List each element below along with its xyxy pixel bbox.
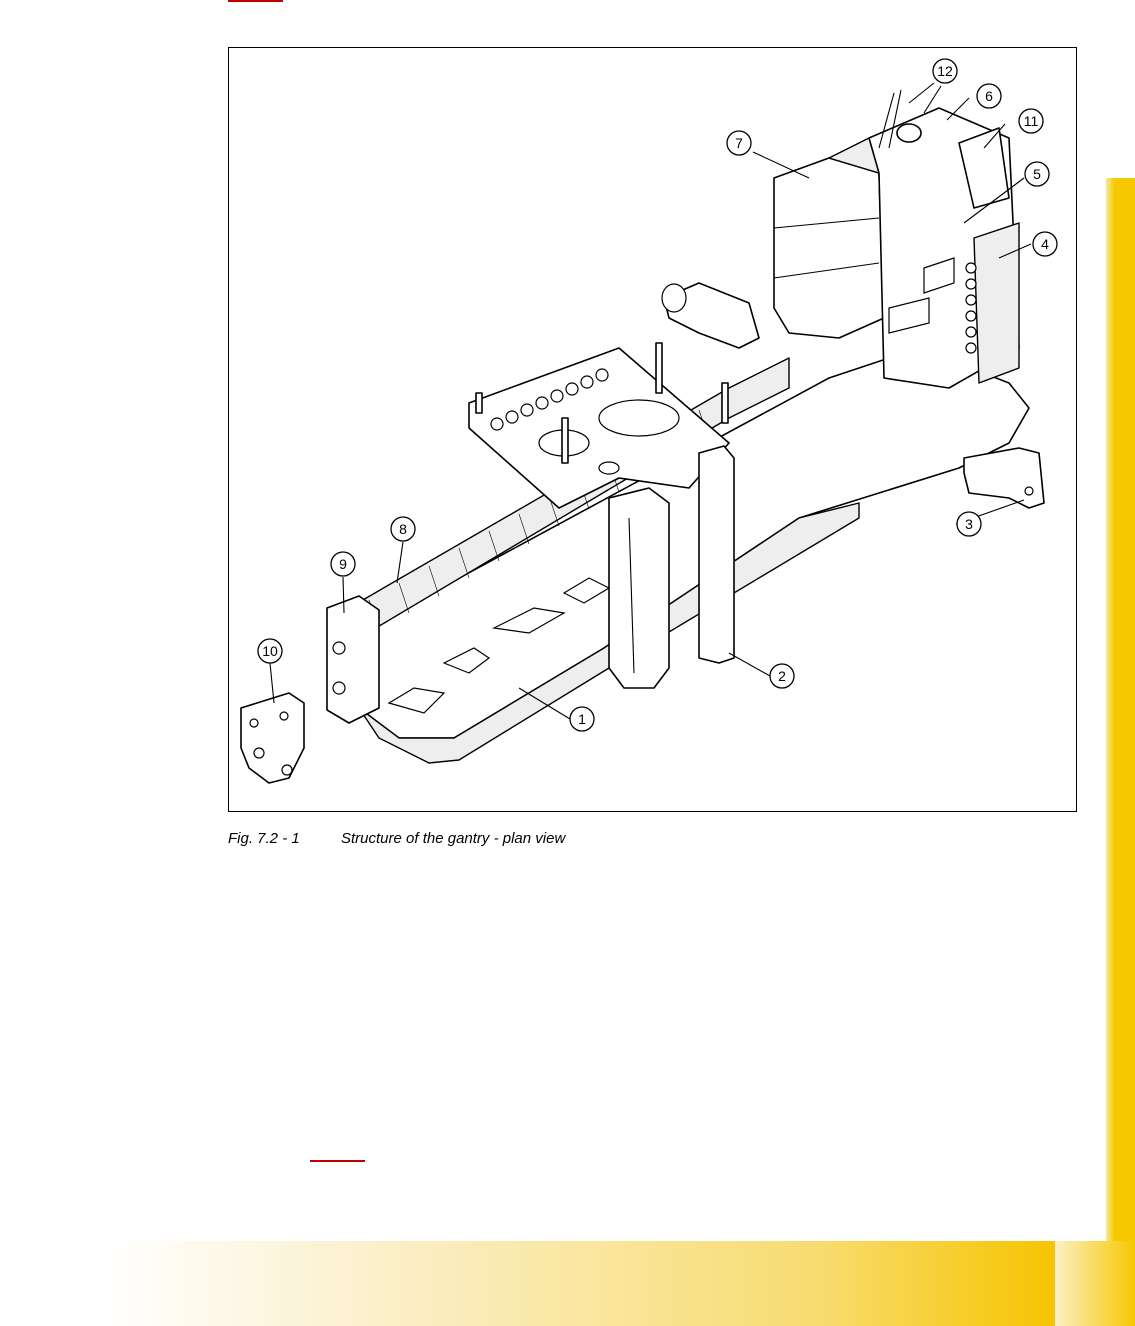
end-bracket xyxy=(241,693,304,783)
figure-caption-number: Fig. 7.2 - 1 xyxy=(228,830,300,847)
callout-1 xyxy=(570,707,594,731)
figure-caption-text: Structure of the gantry - plan view xyxy=(341,830,566,847)
svg-text:8: 8 xyxy=(399,521,407,537)
bottom-red-marker xyxy=(310,1160,365,1162)
callout-5 xyxy=(1025,162,1049,186)
svg-text:9: 9 xyxy=(339,556,347,572)
rear-clamp xyxy=(964,448,1044,508)
callout-6 xyxy=(977,84,1001,108)
svg-text:12: 12 xyxy=(937,63,953,79)
callout-7 xyxy=(727,131,751,155)
gantry-drawing xyxy=(229,48,1078,813)
callout-8 xyxy=(391,517,415,541)
svg-text:11: 11 xyxy=(1023,113,1039,129)
svg-text:2: 2 xyxy=(778,668,786,684)
housing-block xyxy=(774,158,884,338)
bottom-accent-band xyxy=(105,1241,1055,1326)
top-red-marker xyxy=(228,0,283,2)
svg-text:1: 1 xyxy=(578,711,586,727)
callout-4 xyxy=(1033,232,1057,256)
svg-text:4: 4 xyxy=(1041,236,1049,252)
svg-text:10: 10 xyxy=(262,643,278,659)
callout-12 xyxy=(933,59,957,83)
callout-10 xyxy=(258,639,282,663)
callout-2 xyxy=(770,664,794,688)
end-block xyxy=(327,596,379,723)
svg-text:6: 6 xyxy=(985,88,993,104)
column-side xyxy=(609,488,669,688)
side-accent-bar xyxy=(1106,178,1135,1241)
vertical-column xyxy=(699,446,734,663)
figure-frame xyxy=(228,47,1077,812)
connector-panel xyxy=(974,223,1019,383)
svg-text:3: 3 xyxy=(965,516,973,532)
callout-3 xyxy=(957,512,981,536)
svg-text:7: 7 xyxy=(735,135,743,151)
callout-11 xyxy=(1019,109,1043,133)
bottom-corner-accent xyxy=(1055,1241,1135,1326)
callout-9 xyxy=(331,552,355,576)
svg-text:5: 5 xyxy=(1033,166,1041,182)
